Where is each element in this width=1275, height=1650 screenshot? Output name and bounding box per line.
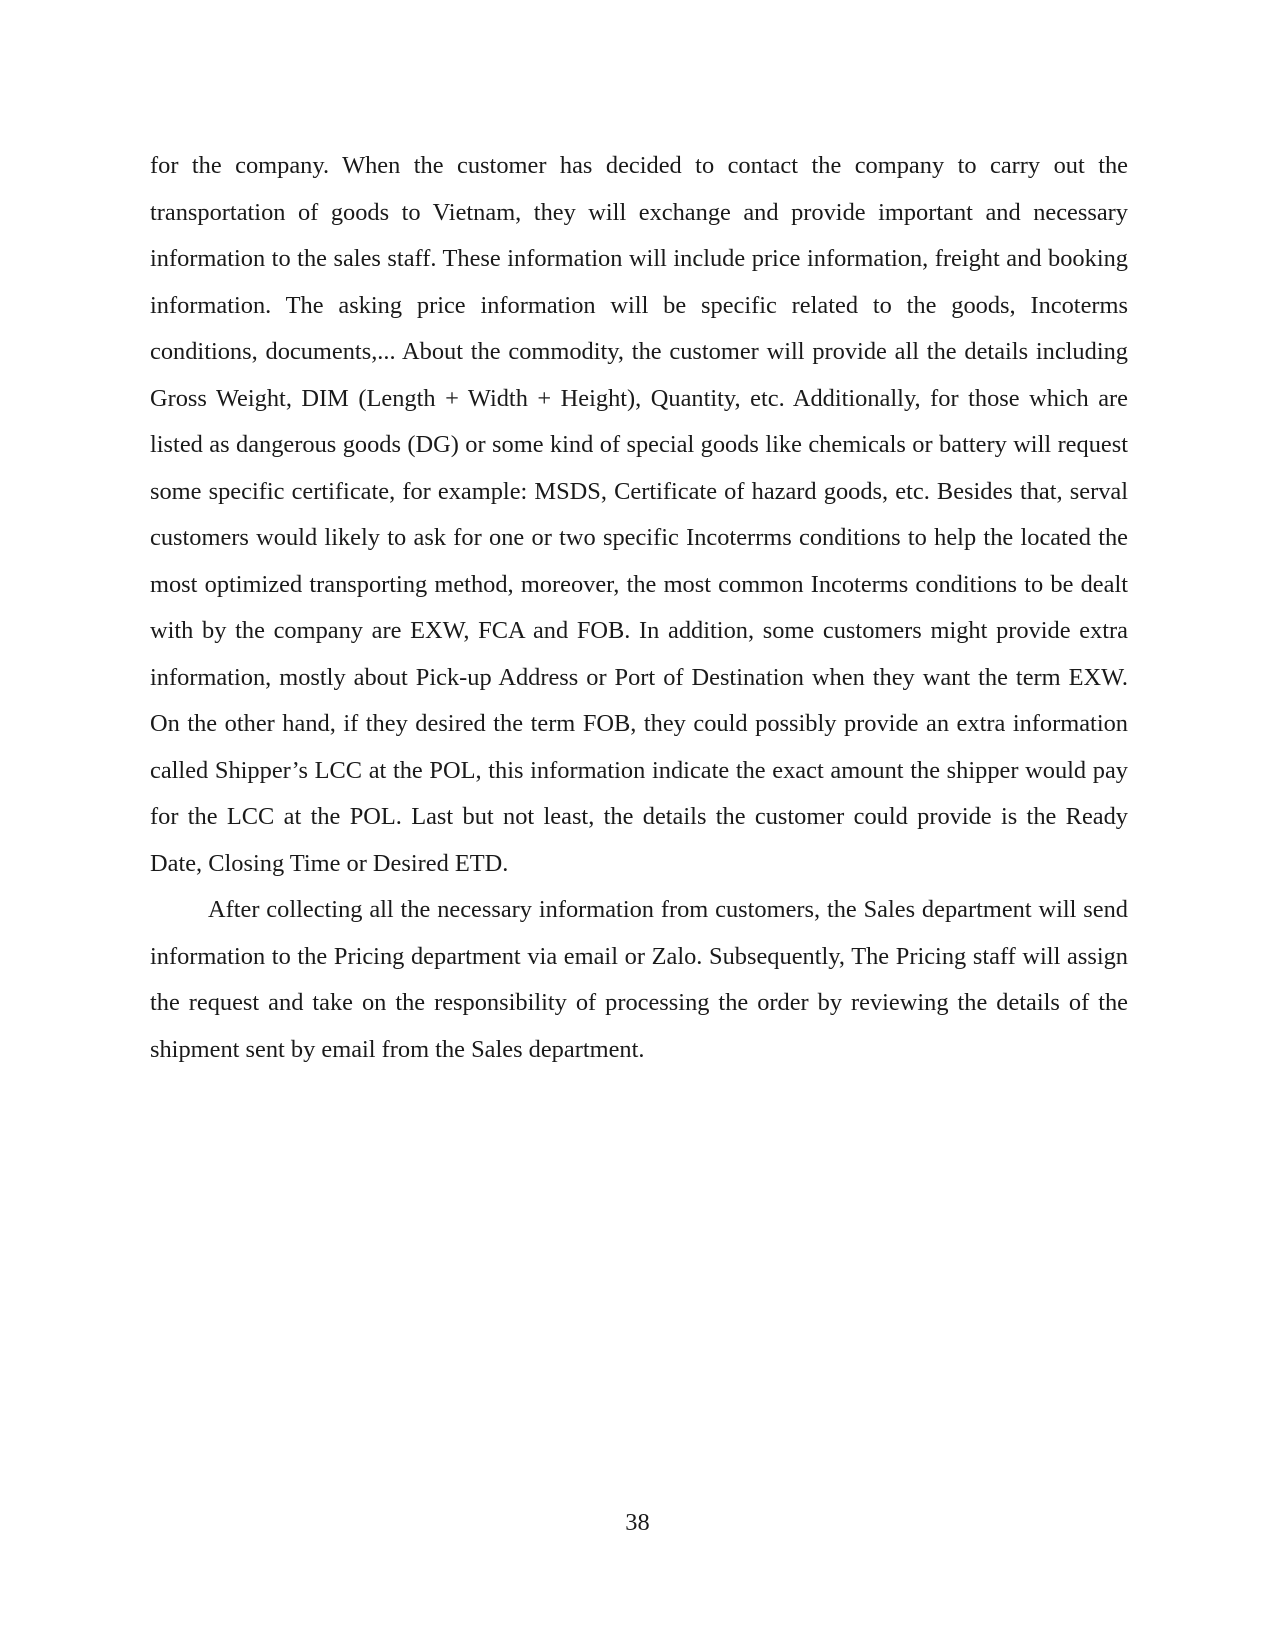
- page-number: 38: [625, 1509, 650, 1536]
- paragraph-1: for the company. When the customer has decided to contact the company to carry out the transportation of goods to Vietnam, they will exchange and provide important and necessary information to the sales staff. These information will include price information, freight and booking information. The asking price information will be specific related to the goods, Incoterms conditions, documents,... About the commodity, the customer will provide all the details including Gross Weight, DIM (Length + Width + Height), Quantity, etc. Additionally, for those which are listed as dangerous goods (DG) or some kind of special goods like chemicals or battery will request some specific certificate, for example: MSDS, Certificate of hazard goods, etc. Besides that, serval customers would likely to ask for one or two specific Incoterrms conditions to help the located the most optimized transporting method, moreover, the most common Incoterms conditions to be dealt with by the company are EXW, FCA and FOB. In addition, some customers might provide extra information, mostly about Pick-up Address or Port of Destination when they want the term EXW. On the other hand, if they desired the term FOB, they could possibly provide an extra information called Shipper’s LCC at the POL, this information indicate the exact amount the shipper would pay for the LCC at the POL. Last but not least, the details the customer could provide is the Ready Date, Closing Time or Desired ETD.: [150, 152, 1128, 877]
- paragraph-2: After collecting all the necessary information from customers, the Sales department will send information to the Pricing department via email or Zalo. Subsequently, The Pricing staff will assign the request and take on the responsibility of processing the order by reviewing the details of the shipment sent by email from the Sales department.: [150, 896, 1128, 1063]
- body-text: [150, 143, 1128, 1073]
